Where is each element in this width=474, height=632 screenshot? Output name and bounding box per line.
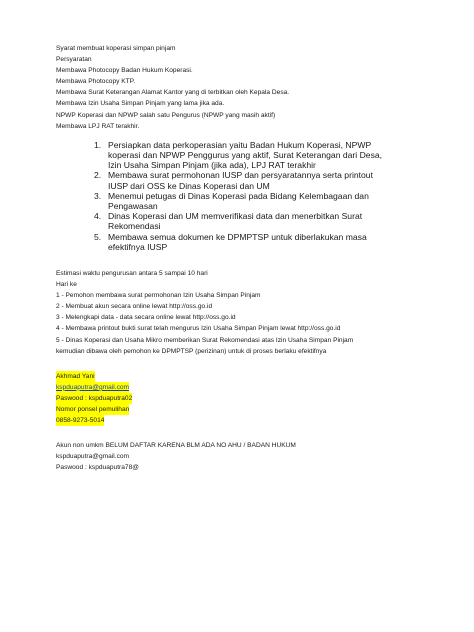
account-section	[56, 440, 434, 473]
contact-name: Akhmad Yani	[56, 371, 95, 382]
account-password: Paswood : kspduaputra78@	[56, 464, 139, 472]
procedure-step: 1. Persiapkan data perkoperasian yaitu Badan Hukum Koperasi, NPWP koperasi dan NPWP Penggurus yang aktif, Surat Keterangan dari Desa, Izin Usaha Simpan Pinjam (jika ada), LPJ RAT terakhir	[94, 139, 383, 171]
requirements-title: Syarat membuat koperasi simpan pinjam	[56, 45, 176, 52]
account-email: kspduaputra@gmail.com	[56, 453, 130, 461]
account-note: Akun non umkm BELUM DAFTAR KARENA BLM ADA NO AHU / BADAN HUKUM	[56, 442, 296, 450]
procedure-step: 4. Dinas Koperasi dan UM memverifikasi data dan menerbitkan Surat Rekomendasi	[94, 211, 363, 232]
estimate-day-label: Hari ke	[56, 281, 77, 289]
estimate-item: 3 - Melengkapi data - data secara online lewat http://oss.go.id	[56, 314, 236, 322]
requirements-heading: Persyaratan	[56, 56, 92, 64]
contact-email-link[interactable]: kspduaputra@gmail.com	[56, 382, 129, 393]
contact-section	[56, 371, 434, 426]
contact-phone-label: Nomor ponsel pemulihan	[56, 404, 129, 415]
estimate-item: kemudian dibawa oleh pemohon ke DPMPTSP (perizinan) untuk di proses berlaku efektifnya	[56, 347, 327, 355]
estimate-item: 5 - Dinas Koperasi dan Usaha Mikro memberikan Surat Rekomendasi atas Izin Usaha Simpan Pinjam	[56, 336, 354, 344]
requirements-section	[56, 43, 434, 132]
procedure-step: 2. Membawa surat permohonan IUSP dan persyaratannya serta printout IUSP dari OSS ke Dinas Koperasi dan UM	[94, 170, 373, 191]
estimate-item: 4 - Membawa printout bukti surat telah mengurus Izin Usaha Simpan Pinjam lewat http://oss.go.id	[56, 325, 341, 333]
procedure-step: 5. Membawa semua dokumen ke DPMPTSP untuk diberlakukan masa efektifnya IUSP	[94, 231, 367, 252]
time-estimate-section	[56, 268, 434, 357]
procedure-step: 3. Menemui petugas di Dinas Koperasi pada Bidang Kelembagaan dan Pengawasan	[94, 190, 369, 211]
contact-phone: 0858-9273-5014	[56, 415, 104, 426]
requirement-item: Membawa Izin Usaha Simpan Pinjam yang lama jika ada.	[56, 100, 225, 108]
contact-password: Paswood : kspduaputra02	[56, 393, 132, 404]
procedure-steps-list	[56, 140, 434, 252]
requirement-item: Membawa LPJ RAT terakhir.	[56, 122, 140, 130]
estimate-title: Estimasi waktu pengurusan antara 5 sampai 10 hari	[56, 269, 208, 277]
requirement-item: Membawa Photocopy KTP.	[56, 78, 136, 86]
requirement-item: Membawa Surat Keterangan Alamat Kantor yang di terbitkan oleh Kepala Desa.	[56, 89, 290, 97]
estimate-item: 1 - Pemohon membawa surat permohonan Izin Usaha Simpan Pinjam	[56, 292, 261, 300]
estimate-item: 2 - Membuat akun secara online lewat http://oss.go.id	[56, 303, 213, 311]
requirement-item: NPWP Koperasi dan NPWP salah satu Pengurus (NPWP yang masih aktif)	[56, 111, 276, 119]
requirement-item: Membawa Photocopy Badan Hukum Koperasi.	[56, 67, 193, 75]
